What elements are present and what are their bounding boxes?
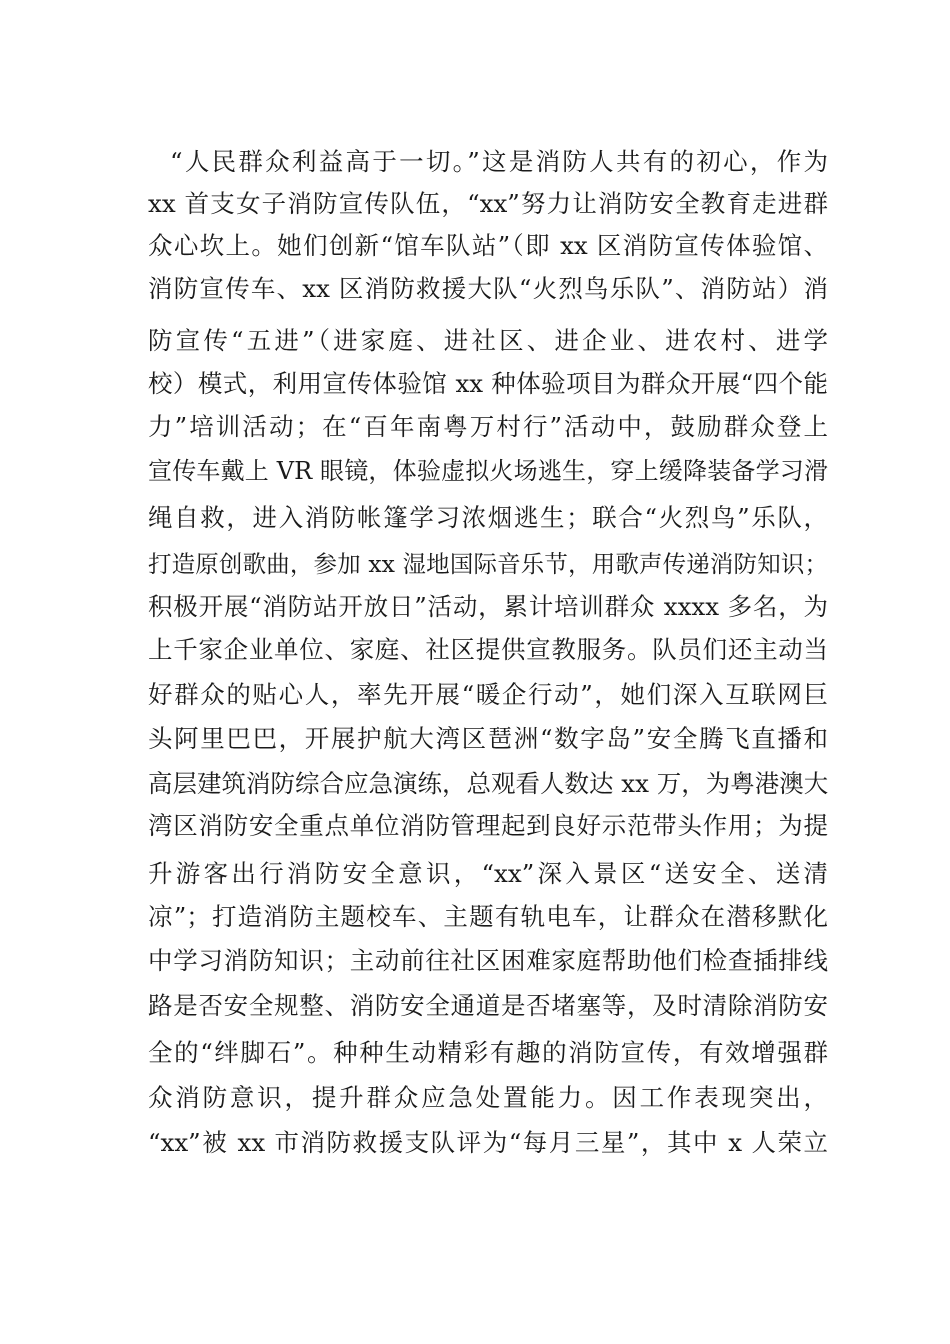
paragraph-line: 凉”；打造消防主题校车、主题有轨电车，让群众在潜移默化 — [148, 902, 828, 931]
paragraph-line: 打造原创歌曲，参加 xx 湿地国际音乐节，用歌声传递消防知识； — [148, 550, 828, 578]
paragraph-line: 防宣传“五进”（进家庭、进社区、进企业、进农村、进学 — [148, 326, 828, 355]
paragraph-line: 头阿里巴巴，开展护航大湾区琶洲“数字岛”安全腾飞直播和 — [148, 724, 828, 753]
paragraph-line: 众消防意识，提升群众应急处置能力。因工作表现突出， — [148, 1083, 828, 1112]
paragraph-line: 路是否安全规整、消防安全通道是否堵塞等，及时清除消防安 — [148, 991, 828, 1020]
paragraph-line: “xx”被 xx 市消防救援支队评为“每月三星”，其中 x 人荣立 — [148, 1128, 828, 1157]
paragraph-line: 消防宣传车、xx 区消防救援大队“火烈鸟乐队”、消防站）消 — [148, 274, 828, 303]
paragraph-line: 升游客出行消防安全意识，“xx”深入景区“送安全、送清 — [148, 859, 828, 888]
paragraph-line: 上千家企业单位、家庭、社区提供宣教服务。队员们还主动当 — [148, 635, 828, 664]
paragraph-line: 宣传车戴上 VR 眼镜，体验虚拟火场逃生，穿上缓降装备学习滑 — [148, 457, 828, 485]
paragraph-line: 好群众的贴心人，率先开展“暖企行动”，她们深入互联网巨 — [148, 680, 828, 709]
paragraph-line: “人民群众利益高于一切。”这是消防人共有的初心，作为 — [170, 147, 828, 176]
paragraph-line: 湾区消防安全重点单位消防管理起到良好示范带头作用；为提 — [148, 811, 828, 840]
paragraph-line: xx 首支女子消防宣传队伍，“xx”努力让消防安全教育走进群 — [148, 189, 828, 218]
paragraph-line: 高层建筑消防综合应急演练，总观看人数达 xx 万，为粤港澳大 — [148, 769, 829, 798]
paragraph-line: 积极开展“消防站开放日”活动，累计培训群众 xxxx 多名，为 — [148, 592, 828, 621]
paragraph-line: 众心坎上。她们创新“馆车队站”（即 xx 区消防宣传体验馆、 — [148, 231, 828, 260]
paragraph-line: 绳自救，进入消防帐篷学习浓烟逃生；联合“火烈鸟”乐队， — [148, 503, 828, 532]
paragraph-line: 全的“绊脚石”。种种生动精彩有趣的消防宣传，有效增强群 — [148, 1038, 828, 1067]
paragraph-line: 校）模式，利用宣传体验馆 xx 种体验项目为群众开展“四个能 — [148, 369, 828, 398]
paragraph-line: 中学习消防知识；主动前往社区困难家庭帮助他们检查插排线 — [148, 946, 828, 975]
paragraph-line: 力”培训活动；在“百年南粤万村行”活动中，鼓励群众登上 — [148, 412, 828, 441]
